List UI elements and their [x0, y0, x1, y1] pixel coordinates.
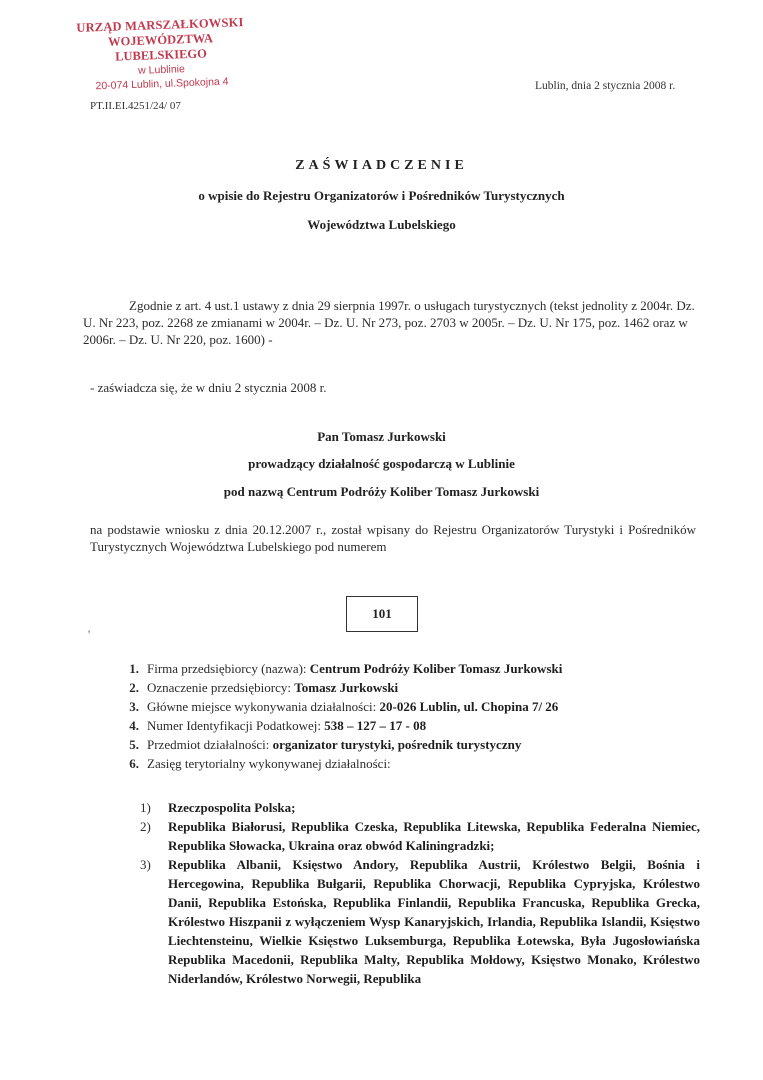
item-label: Przedmiot działalności:: [147, 737, 273, 752]
stray-mark: ': [88, 627, 91, 641]
registry-number-box: 101: [346, 596, 418, 632]
item-value: 20-026 Lublin, ul. Chopina 7/ 26: [379, 699, 559, 714]
certification-line: - zaświadcza się, że w dniu 2 stycznia 2008 r.: [90, 380, 327, 395]
legal-basis-paragraph: [83, 297, 695, 348]
stamp-line-2: WOJEWÓDZTWA LUBELSKIEGO: [107, 31, 214, 64]
territory-item: [140, 798, 700, 817]
person-activity: prowadzący działalność gospodarczą w Lublinie: [248, 456, 515, 471]
list-item: [110, 697, 700, 716]
item-number: 6.: [129, 756, 139, 771]
person-company: pod nazwą Centrum Podróży Koliber Tomasz Jurkowski: [223, 484, 540, 499]
item-number: 5.: [129, 737, 139, 752]
item-label: Główne miejsce wykonywania działalności:: [147, 699, 380, 714]
item-value: organizator turystyki, pośrednik turystyczny: [272, 737, 522, 752]
item-value: Centrum Podróży Koliber Tomasz Jurkowski: [309, 661, 563, 676]
document-title: ZAŚWIADCZENIE: [295, 158, 468, 173]
item-number: 3.: [129, 699, 139, 714]
territory-text: Rzeczpospolita Polska;: [168, 800, 296, 815]
office-stamp: [71, 15, 251, 94]
stamp-line-4: 20-074 Lublin, ul.Spokojna 4: [95, 75, 229, 93]
document-subtitle-1: o wpisie do Rejestru Organizatorów i Pośredników Turystycznych: [198, 188, 565, 203]
territory-number: 2): [140, 819, 151, 834]
item-value: Tomasz Jurkowski: [294, 680, 399, 695]
item-label: Numer Identyfikacji Podatkowej:: [147, 718, 325, 733]
document-date: Lublin, dnia 2 stycznia 2008 r.: [535, 80, 676, 92]
territory-number: 3): [140, 857, 151, 872]
territory-text: Republika Albanii, Księstwo Andory, Republika Austrii, Królestwo Belgii, Bośnia i Hercegowina, Republika Bułgarii, Republika Chorwacji, Republika Cypryjska, Królestwo Danii, Republika Estońska, Republika Finlandii, Republika Francuska, Republika Grecka, Królestwo Hiszpanii z wyłączeniem Wysp Kanaryjskich, Irlandia, Republika Islandii, Księstwo Liechtensteinu, Wielkie Księstwo Luksemburga, Republika Łotewska, Była Jugosłowiańska Republika Macedonii, Republika Malty, Republika Mołdowy, Księstwo Monako, Królestwo Niderlandów, Królestwo Norwegii, Republika: [168, 857, 700, 986]
territory-text: Republika Białorusi, Republika Czeska, Republika Litewska, Republika Federalna Niemiec, Republika Słowacka, Ukraina oraz obwód Kaliningradzki;: [168, 819, 700, 853]
list-item: [110, 659, 700, 678]
details-list: [110, 659, 700, 773]
document-subtitle-2: Województwa Lubelskiego: [307, 217, 456, 232]
list-item: [110, 754, 700, 773]
item-number: 1.: [129, 661, 139, 676]
legal-basis-text: Zgodnie z art. 4 ust.1 ustawy z dnia 29 sierpnia 1997r. o usługach turystycznych (tekst jednolity z 2004r. Dz. U. Nr 223, poz. 2268 ze zmianami w 2004r. – Dz. U. Nr 273, poz. 2703 w 2005r. – Dz. U. Nr 175, poz. 1462 oraz w 2006r. – Dz. U. Nr 220, poz. 1600) -: [83, 298, 695, 347]
list-item: [110, 735, 700, 754]
list-item: [110, 716, 700, 735]
item-value: 538 – 127 – 17 - 08: [324, 718, 427, 733]
stamp-line-1: URZĄD MARSZAŁKOWSKI: [76, 15, 244, 35]
territory-item: [140, 855, 700, 988]
territory-list: [140, 798, 700, 988]
list-item: [110, 678, 700, 697]
person-name: Pan Tomasz Jurkowski: [317, 429, 446, 444]
stamp-line-3: w Lublinie: [137, 63, 186, 77]
item-label: Zasięg terytorialny wykonywanej działalności:: [147, 756, 391, 771]
territory-item: [140, 817, 700, 855]
item-label: Firma przedsiębiorcy (nazwa):: [147, 661, 310, 676]
registration-basis: na podstawie wniosku z dnia 20.12.2007 r., został wpisany do Rejestru Organizatorów Turystyki i Pośredników Turystycznych Województwa Lubelskiego pod numerem: [90, 522, 696, 554]
item-number: 2.: [129, 680, 139, 695]
territory-number: 1): [140, 800, 151, 815]
item-number: 4.: [129, 718, 139, 733]
reference-number: PT.II.EI.4251/24/ 07: [90, 100, 181, 112]
item-label: Oznaczenie przedsiębiorcy:: [147, 680, 295, 695]
